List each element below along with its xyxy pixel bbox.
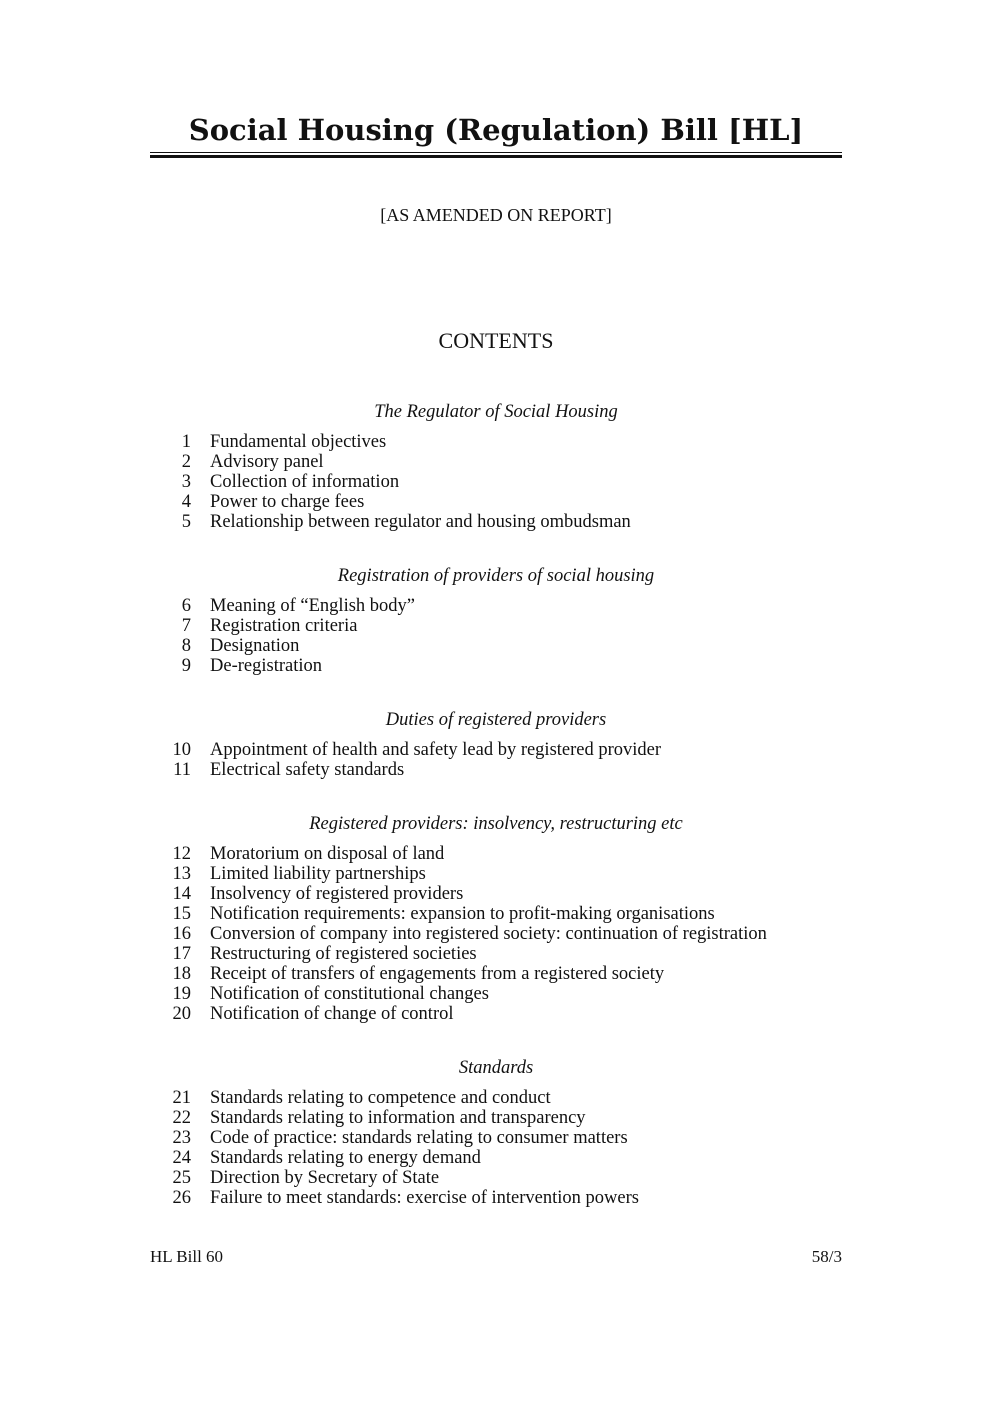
toc-entry <box>150 984 842 1004</box>
clause-title: Standards relating to competence and conduct <box>210 1088 551 1108</box>
clause-title: Registration criteria <box>210 616 358 636</box>
contents-heading: CONTENTS <box>438 328 554 353</box>
clause-number: 6 <box>181 596 191 616</box>
toc-entry <box>150 964 842 984</box>
clause-number: 10 <box>172 740 191 760</box>
clause-title: Receipt of transfers of engagements from a registered society <box>210 964 665 984</box>
clause-title: Standards relating to energy demand <box>210 1148 481 1168</box>
clause-title: Notification of constitutional changes <box>210 984 489 1004</box>
toc-entry <box>150 656 842 676</box>
page-footer <box>150 1247 842 1267</box>
toc-entry <box>150 1004 842 1024</box>
clause-title: Fundamental objectives <box>210 432 387 452</box>
clause-title: Notification of change of control <box>210 1004 454 1024</box>
section-heading: Duties of registered providers <box>385 710 607 730</box>
table-of-contents <box>150 400 842 1240</box>
clause-number: 22 <box>172 1108 191 1128</box>
toc-entry <box>150 864 842 884</box>
toc-entry <box>150 924 842 944</box>
title-rule-thin <box>150 152 842 153</box>
title-rule-thick <box>150 155 842 158</box>
toc-section <box>150 708 842 780</box>
toc-entry <box>150 884 842 904</box>
clause-number: 20 <box>172 1004 191 1024</box>
clause-number: 17 <box>172 944 191 964</box>
clause-title: Advisory panel <box>210 452 324 472</box>
toc-entry <box>150 1168 842 1188</box>
toc-entry <box>150 452 842 472</box>
clause-title: Designation <box>210 636 300 656</box>
clause-title: Standards relating to information and transparency <box>210 1108 586 1128</box>
clause-number: 11 <box>173 760 191 780</box>
toc-entry <box>150 740 842 760</box>
toc-entry <box>150 944 842 964</box>
clause-title: Appointment of health and safety lead by registered provider <box>210 740 662 760</box>
clause-number: 3 <box>181 472 191 492</box>
clause-number: 13 <box>172 864 191 884</box>
toc-section <box>150 812 842 1024</box>
clause-number: 24 <box>172 1148 191 1168</box>
clause-number: 21 <box>172 1088 191 1108</box>
clause-title: Electrical safety standards <box>210 760 405 780</box>
clause-number: 14 <box>172 884 191 904</box>
page-reference: 58/3 <box>811 1247 842 1266</box>
clause-title: Code of practice: standards relating to consumer matters <box>210 1128 628 1148</box>
toc-entry <box>150 432 842 452</box>
clause-title: Collection of information <box>210 472 400 492</box>
toc-entry <box>150 492 842 512</box>
clause-number: 5 <box>181 512 191 532</box>
clause-title: Meaning of “English body” <box>210 596 415 616</box>
bill-number: HL Bill 60 <box>150 1247 224 1266</box>
section-heading: Registered providers: insolvency, restructuring etc <box>309 814 683 834</box>
clause-number: 15 <box>172 904 191 924</box>
section-heading: Standards <box>458 1058 534 1078</box>
clause-number: 2 <box>181 452 191 472</box>
clause-title: Moratorium on disposal of land <box>210 844 445 864</box>
toc-entry <box>150 636 842 656</box>
clause-title: Relationship between regulator and housing ombudsman <box>210 512 631 532</box>
clause-title: Restructuring of registered societies <box>210 944 477 964</box>
clause-title: Direction by Secretary of State <box>210 1168 440 1188</box>
clause-number: 16 <box>172 924 191 944</box>
clause-title: Limited liability partnerships <box>210 864 426 884</box>
toc-section <box>150 400 842 532</box>
amendment-status: [AS AMENDED ON REPORT] <box>380 205 612 225</box>
toc-section <box>150 1056 842 1208</box>
toc-entry <box>150 512 842 532</box>
toc-entry <box>150 1108 842 1128</box>
toc-section <box>150 564 842 676</box>
clause-number: 7 <box>181 616 191 636</box>
toc-entry <box>150 596 842 616</box>
section-heading: Registration of providers of social housing <box>337 566 655 586</box>
clause-title: Notification requirements: expansion to profit-making organisations <box>210 904 715 924</box>
clause-number: 4 <box>181 492 191 512</box>
toc-entry <box>150 904 842 924</box>
clause-number: 9 <box>181 656 191 676</box>
clause-number: 12 <box>172 844 191 864</box>
toc-entry <box>150 844 842 864</box>
clause-title: Failure to meet standards: exercise of intervention powers <box>210 1188 639 1208</box>
toc-entry <box>150 1148 842 1168</box>
clause-number: 25 <box>172 1168 191 1188</box>
clause-title: Conversion of company into registered society: continuation of registration <box>210 924 767 944</box>
toc-entry <box>150 1128 842 1148</box>
clause-number: 26 <box>172 1188 191 1208</box>
toc-entry <box>150 1188 842 1208</box>
toc-entry <box>150 472 842 492</box>
clause-number: 19 <box>172 984 191 1004</box>
clause-title: Insolvency of registered providers <box>210 884 464 904</box>
toc-entry <box>150 616 842 636</box>
clause-number: 23 <box>172 1128 191 1148</box>
clause-number: 8 <box>181 636 191 656</box>
clause-title: Power to charge fees <box>210 492 365 512</box>
clause-number: 1 <box>181 432 191 452</box>
section-heading: The Regulator of Social Housing <box>374 402 618 422</box>
toc-entry <box>150 1088 842 1108</box>
clause-number: 18 <box>172 964 191 984</box>
bill-title: Social Housing (Regulation) Bill [HL] <box>188 113 804 147</box>
clause-title: De-registration <box>210 656 322 676</box>
toc-entry <box>150 760 842 780</box>
